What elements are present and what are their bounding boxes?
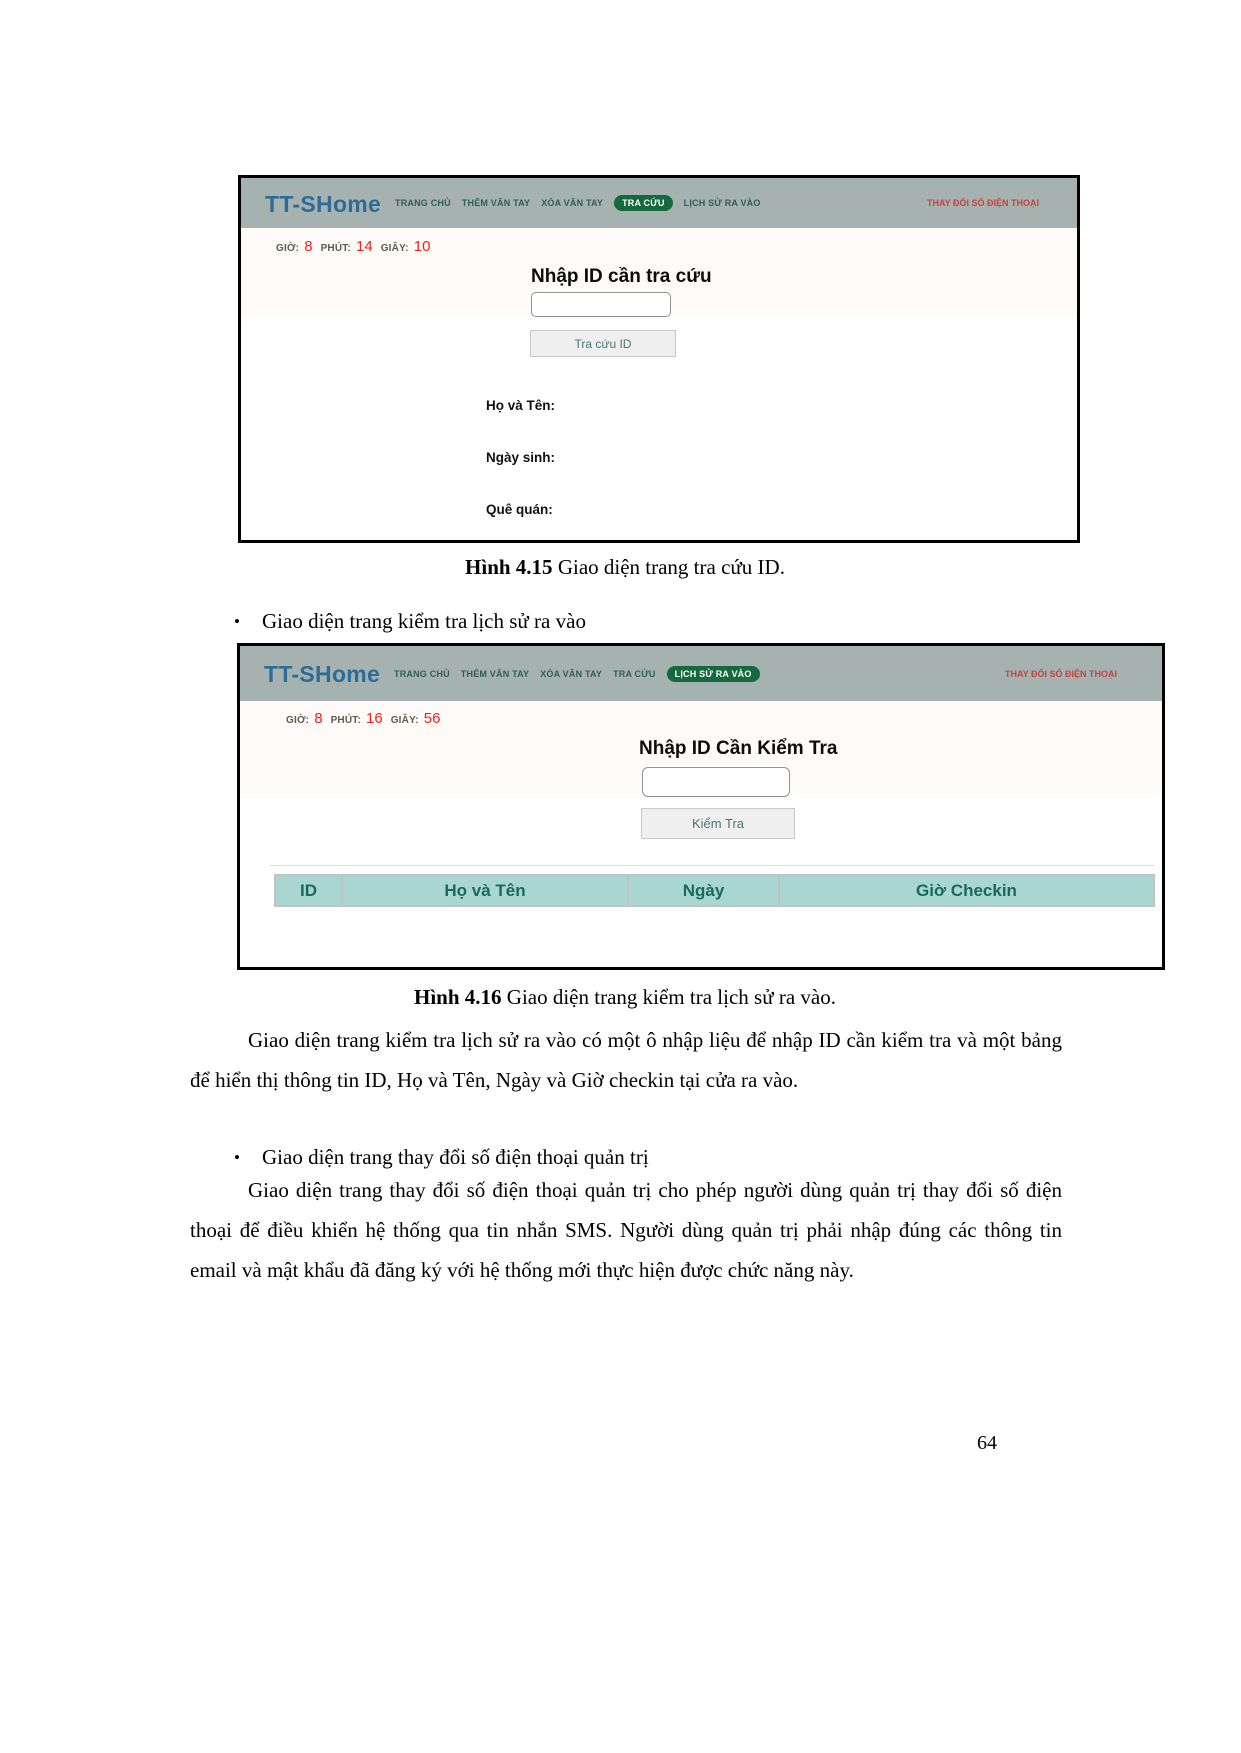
clock-hour-label: GIỜ: xyxy=(276,243,300,254)
tra-cuu-id-button[interactable]: Tra cứu ID xyxy=(530,330,676,357)
app-logo: TT-SHome xyxy=(264,661,381,687)
clock-minute-value: 16 xyxy=(366,710,383,727)
column-header-id: ID xyxy=(276,876,343,905)
caption-number: Hình 4.16 xyxy=(414,985,502,1009)
clock-hour-label: GIỜ: xyxy=(286,715,310,726)
nav-item-xoa-van-tay[interactable]: XÓA VÂN TAY xyxy=(541,198,604,208)
clock-minute-label: PHÚT: xyxy=(330,715,362,726)
field-label-ngay-sinh: Ngày sinh: xyxy=(486,450,556,465)
figure-caption-4-16 xyxy=(185,985,1065,1010)
caption-number: Hình 4.15 xyxy=(465,555,553,579)
nav-item-trang-chu[interactable]: TRANG CHỦ xyxy=(394,668,450,679)
clock-second-value: 10 xyxy=(413,238,431,255)
clock-second-value: 56 xyxy=(423,710,441,727)
bullet-item-2 xyxy=(234,1145,649,1170)
field-label-que-quan: Quê quán: xyxy=(486,502,553,517)
bullet-icon: • xyxy=(234,1148,240,1167)
bullet-text: Giao diện trang kiểm tra lịch sử ra vào xyxy=(262,609,586,633)
nav-item-lich-su-ra-vao-active[interactable]: LỊCH SỬ RA VÀO xyxy=(667,666,760,682)
history-table-header-row xyxy=(274,874,1155,907)
body-paragraph-2: Giao diện trang thay đổi số điện thoại quản trị cho phép người dùng quản trị thay đổi số điện thoại để điều khiển hệ thống qua tin nhắn SMS. Người dùng quản trị phải nhập đúng các thông tin email và mật khẩu đã đăng ký với hệ thống mới thực hiện được chức năng này. xyxy=(190,1178,1062,1282)
caption-text: Giao diện trang kiểm tra lịch sử ra vào. xyxy=(501,985,836,1009)
nav-item-lich-su-ra-vao[interactable]: LỊCH SỬ RA VÀO xyxy=(683,198,761,208)
screenshot-lich-su-ra-vao xyxy=(237,643,1165,970)
screenshot-tra-cuu-id xyxy=(238,175,1080,543)
app-logo: TT-SHome xyxy=(265,191,382,217)
table-top-divider xyxy=(270,865,1154,866)
bullet-icon: • xyxy=(234,612,240,631)
clock-second-label: GIÂY: xyxy=(380,243,409,254)
body-paragraph-1: Giao diện trang kiểm tra lịch sử ra vào có một ô nhập liệu để nhập ID cần kiểm tra và một bảng để hiển thị thông tin ID, Họ và Tên, Ngày và Giờ checkin tại cửa ra vào. xyxy=(190,1028,1062,1092)
clock-minute-label: PHÚT: xyxy=(320,243,352,254)
nav-item-them-van-tay[interactable]: THÊM VÂN TAY xyxy=(460,668,530,679)
clock-second-label: GIÂY: xyxy=(390,715,419,726)
clock-hour-value: 8 xyxy=(314,710,323,727)
bullet-item-1 xyxy=(234,609,586,634)
app-header xyxy=(241,178,1077,228)
bullet-text: Giao diện trang thay đổi số điện thoại quản trị xyxy=(262,1145,649,1169)
column-header-ho-va-ten: Họ và Tên xyxy=(343,876,629,905)
nav-item-thay-doi-so-dien-thoai[interactable]: THAY ĐỔI SỐ ĐIỆN THOẠI xyxy=(926,198,1039,208)
column-header-ngay: Ngày xyxy=(629,876,780,905)
nav-item-trang-chu[interactable]: TRANG CHỦ xyxy=(395,198,451,208)
clock-minute-value: 14 xyxy=(356,238,373,255)
id-check-input[interactable] xyxy=(642,767,790,797)
clock-display xyxy=(286,710,448,727)
figure-caption-4-15 xyxy=(185,555,1065,580)
app-header xyxy=(240,646,1162,701)
nav-item-them-van-tay[interactable]: THÊM VÂN TAY xyxy=(461,198,531,208)
kiem-tra-button[interactable]: Kiểm Tra xyxy=(641,808,795,839)
clock-hour-value: 8 xyxy=(304,238,313,255)
check-form-heading: Nhập ID Cần Kiểm Tra xyxy=(639,738,838,759)
main-nav xyxy=(394,646,760,701)
nav-item-tra-cuu-active[interactable]: TRA CỨU xyxy=(614,195,673,211)
caption-text: Giao diện trang tra cứu ID. xyxy=(552,555,785,579)
clock-display xyxy=(276,238,438,255)
nav-item-tra-cuu[interactable]: TRA CỨU xyxy=(613,668,656,679)
field-label-ho-va-ten: Họ và Tên: xyxy=(486,398,556,413)
lookup-form-heading: Nhập ID cần tra cứu xyxy=(531,266,712,287)
nav-item-xoa-van-tay[interactable]: XÓA VÂN TAY xyxy=(540,668,603,679)
id-lookup-input[interactable] xyxy=(531,292,671,317)
column-header-gio-checkin: Giờ Checkin xyxy=(916,880,1017,900)
nav-item-thay-doi-so-dien-thoai[interactable]: THAY ĐỔI SỐ ĐIỆN THOẠI xyxy=(1004,668,1117,679)
page-number: 64 xyxy=(977,1432,997,1454)
main-nav xyxy=(395,178,761,228)
